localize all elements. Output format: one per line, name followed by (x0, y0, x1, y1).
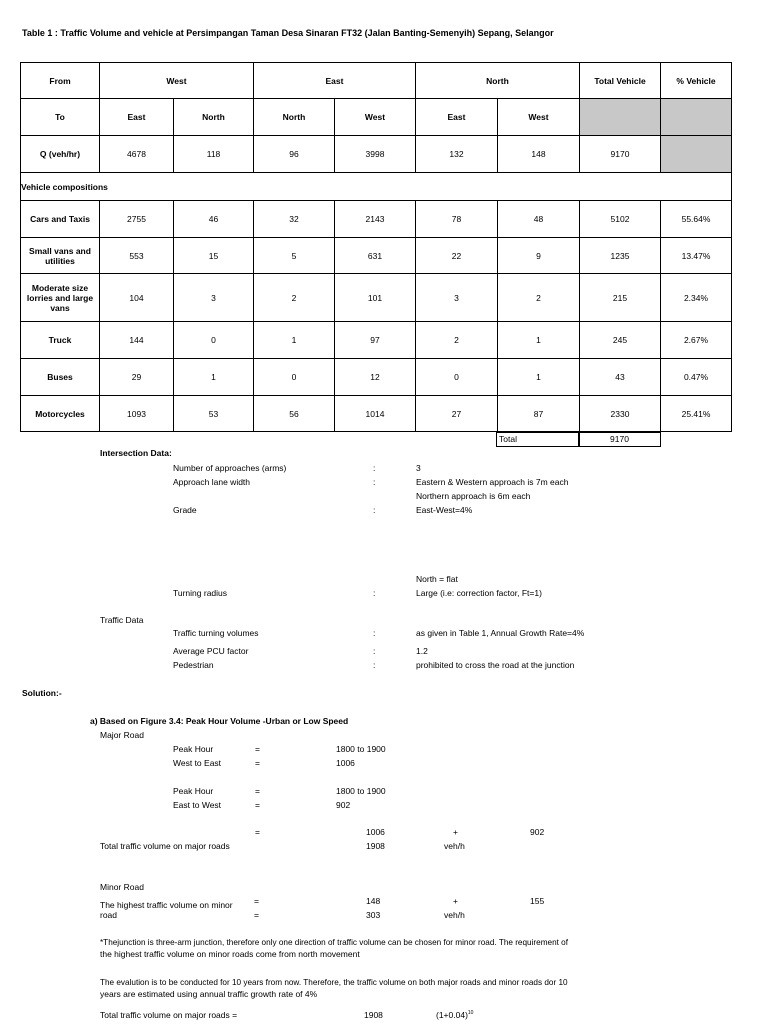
header-group-north: North (416, 63, 580, 99)
approaches-label: Number of approaches (arms) (173, 463, 287, 473)
cell: 2.67% (661, 322, 732, 359)
approaches-value: 3 (416, 463, 421, 473)
cell: 55.64% (661, 201, 732, 238)
header-group-east: East (254, 63, 416, 99)
q-value: 96 (254, 136, 335, 173)
cell: 25.41% (661, 396, 732, 432)
west-east-label: West to East (173, 758, 222, 768)
equals-sign: = (254, 910, 259, 920)
q-value: 132 (416, 136, 498, 173)
note-line-1: *Thejunction is three-arm junction, therefore only one direction of traffic volume can be chosen for minor road. The requirement of (100, 938, 568, 947)
colon: : (373, 660, 376, 670)
pcu-value: 1.2 (416, 646, 428, 656)
sum-a: 1006 (366, 827, 385, 837)
cell: 48 (498, 201, 580, 238)
west-east-value: 1006 (336, 758, 355, 768)
cell: 2.34% (661, 274, 732, 322)
east-west-label: East to West (173, 800, 222, 810)
cell: 2 (498, 274, 580, 322)
grade-value-2: North = flat (416, 574, 458, 584)
minor-road-label: Minor Road (100, 882, 144, 892)
q-value: 3998 (335, 136, 416, 173)
equals-sign: = (255, 800, 260, 810)
q-value: 118 (174, 136, 254, 173)
q-value: 4678 (100, 136, 174, 173)
cell: 27 (416, 396, 498, 432)
cell: 43 (580, 359, 661, 396)
cell: 5 (254, 238, 335, 274)
cell: 29 (100, 359, 174, 396)
grade-value-1: East-West=4% (416, 505, 473, 515)
row-label: Small vans and utilities (21, 238, 100, 274)
table-row (21, 396, 732, 432)
cell: 78 (416, 201, 498, 238)
traffic-volume-table (20, 62, 732, 432)
peak-hour-label: Peak Hour (173, 744, 214, 754)
solution-heading: Solution:- (22, 688, 62, 698)
to-col: East (416, 99, 498, 136)
cell: 0 (416, 359, 498, 396)
colon: : (373, 505, 376, 515)
final-value: 1908 (364, 1010, 383, 1020)
cell: 9 (498, 238, 580, 274)
turning-volumes-label: Traffic turning volumes (173, 628, 259, 638)
cell: 2 (254, 274, 335, 322)
row-label: Truck (21, 322, 100, 359)
traffic-heading: Traffic Data (100, 615, 144, 625)
q-value: 148 (498, 136, 580, 173)
cell: 1235 (580, 238, 661, 274)
total-label: Total (499, 434, 517, 444)
table-row (21, 359, 732, 396)
lane-width-value-1: Eastern & Western approach is 7m each (416, 477, 569, 487)
plus-sign: + (453, 896, 458, 906)
row-label: Moderate size lorries and large vans (21, 274, 100, 322)
colon: : (373, 463, 376, 473)
minor-a: 148 (366, 896, 381, 906)
cell: 631 (335, 238, 416, 274)
equals-sign: = (255, 744, 260, 754)
eval-line-1: The evalution is to be conducted for 10 years from now. Therefore, the traffic volume on both major roads and minor roads dor 10 (100, 978, 568, 987)
total-label-box (496, 432, 580, 447)
major-road-label: Major Road (100, 730, 144, 740)
table-title: Table 1 : Traffic Volume and vehicle at Persimpangan Taman Desa Sinaran FT32 (Jalan Banting-Semenyih) Sepang, Selangor (22, 28, 554, 38)
q-label: Q (veh/hr) (21, 136, 100, 173)
header-group-west: West (100, 63, 254, 99)
cell: 2143 (335, 201, 416, 238)
peak-hour-label: Peak Hour (173, 786, 214, 796)
header-from: From (21, 63, 100, 99)
compositions-label: Vehicle compositions (21, 173, 732, 201)
header-pct-vehicle: % Vehicle (661, 63, 732, 99)
cell: 2330 (580, 396, 661, 432)
table-row (21, 274, 732, 322)
turning-radius-value: Large (i.e: correction factor, Ft=1) (416, 588, 542, 598)
header-to: To (21, 99, 100, 136)
peak-hour-value: 1800 to 1900 (336, 744, 386, 754)
part-a-heading: a) Based on Figure 3.4: Peak Hour Volume -Urban or Low Speed (90, 716, 349, 726)
final-formula-exponent: 10 (467, 1010, 474, 1017)
table-row (21, 201, 732, 238)
cell: 144 (100, 322, 174, 359)
to-col: West (335, 99, 416, 136)
minor-b: 155 (530, 896, 545, 906)
turning-radius-label: Turning radius (173, 588, 228, 598)
colon: : (373, 588, 376, 598)
to-col: East (100, 99, 174, 136)
cell: 2755 (100, 201, 174, 238)
cell: 1 (254, 322, 335, 359)
cell: 87 (498, 396, 580, 432)
to-col: North (174, 99, 254, 136)
cell: 22 (416, 238, 498, 274)
peak-hour-value: 1800 to 1900 (336, 786, 386, 796)
final-label: Total traffic volume on major roads = (100, 1010, 238, 1020)
cell: 1093 (100, 396, 174, 432)
eval-line-2: years are estimated using annual traffic growth rate of 4% (100, 989, 318, 999)
cell: 553 (100, 238, 174, 274)
equals-sign: = (254, 896, 259, 906)
colon: : (373, 477, 376, 487)
intersection-heading: Intersection Data: (100, 448, 172, 458)
cell: 97 (335, 322, 416, 359)
grey-cell (661, 136, 732, 173)
grey-cell (661, 99, 732, 136)
cell: 15 (174, 238, 254, 274)
cell: 1014 (335, 396, 416, 432)
cell: 1 (498, 322, 580, 359)
q-total: 9170 (580, 136, 661, 173)
unit-label: veh/h (444, 841, 465, 851)
colon: : (373, 646, 376, 656)
cell: 1 (498, 359, 580, 396)
to-col: North (254, 99, 335, 136)
row-label: Buses (21, 359, 100, 396)
cell: 101 (335, 274, 416, 322)
cell: 5102 (580, 201, 661, 238)
total-value-box (578, 432, 661, 447)
grey-cell (580, 99, 661, 136)
total-major-label: Total traffic volume on major roads (100, 841, 230, 851)
colon: : (373, 628, 376, 638)
cell: 13.47% (661, 238, 732, 274)
table-row (21, 322, 732, 359)
to-col: West (498, 99, 580, 136)
cell: 2 (416, 322, 498, 359)
table-row (21, 238, 732, 274)
sum-b: 902 (530, 827, 545, 837)
grade-label: Grade (173, 505, 197, 515)
final-formula (436, 1010, 473, 1020)
lane-width-value-2: Northern approach is 6m each (416, 491, 531, 501)
cell: 0.47% (661, 359, 732, 396)
minor-label-2: road (100, 910, 118, 920)
pcu-label: Average PCU factor (173, 646, 249, 656)
cell: 245 (580, 322, 661, 359)
final-formula-base: (1+0.04) (436, 1010, 468, 1020)
cell: 12 (335, 359, 416, 396)
cell: 56 (254, 396, 335, 432)
lane-width-label: Approach lane width (173, 477, 251, 487)
cell: 1 (174, 359, 254, 396)
equals-sign: = (255, 786, 260, 796)
pedestrian-label: Pedestrian (173, 660, 214, 670)
row-label: Cars and Taxis (21, 201, 100, 238)
total-major-value: 1908 (366, 841, 385, 851)
minor-label-1: The highest traffic volume on minor (100, 900, 233, 910)
unit-label: veh/h (444, 910, 465, 920)
turning-volumes-value: as given in Table 1, Annual Growth Rate=4% (416, 628, 585, 638)
equals-sign: = (255, 758, 260, 768)
cell: 32 (254, 201, 335, 238)
header-total-vehicle: Total Vehicle (580, 63, 661, 99)
cell: 0 (254, 359, 335, 396)
minor-total: 303 (366, 910, 381, 920)
pedestrian-value: prohibited to cross the road at the junction (416, 660, 575, 670)
cell: 53 (174, 396, 254, 432)
total-value: 9170 (610, 434, 629, 444)
cell: 104 (100, 274, 174, 322)
cell: 46 (174, 201, 254, 238)
equals-sign: = (255, 827, 260, 837)
cell: 3 (416, 274, 498, 322)
cell: 0 (174, 322, 254, 359)
cell: 215 (580, 274, 661, 322)
east-west-value: 902 (336, 800, 351, 810)
cell: 3 (174, 274, 254, 322)
plus-sign: + (453, 827, 458, 837)
row-label: Motorcycles (21, 396, 100, 432)
note-line-2: the highest traffic volume on minor roads come from north movement (100, 949, 360, 959)
